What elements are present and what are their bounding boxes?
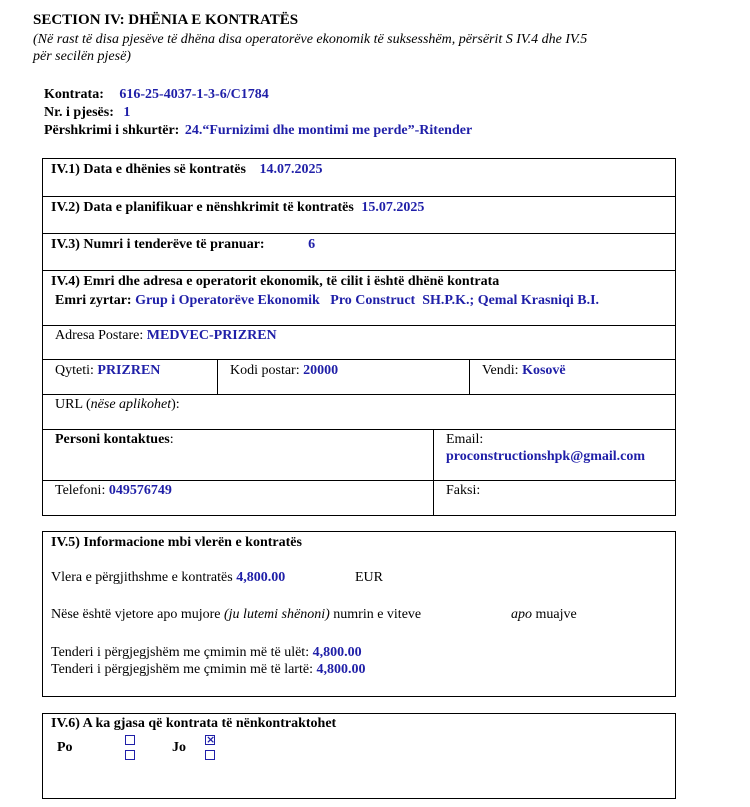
divider (42, 233, 676, 234)
divider (42, 359, 676, 360)
total-value-row (51, 570, 285, 586)
iv2-label: IV.2) Data e planifikuar e nënshkrimit të kontratës (51, 200, 354, 215)
iv1-row (51, 162, 322, 178)
iv2-value: 15.07.2025 (361, 200, 425, 215)
contract-number-label: Kontrata: (44, 87, 104, 102)
phone-value: 049576749 (108, 483, 172, 498)
city-label: Qyteti: (55, 363, 94, 378)
phone-row (55, 483, 172, 499)
country-row (482, 363, 566, 379)
duration-months: muajve (535, 607, 577, 622)
iv3-value: 6 (308, 237, 316, 252)
city-value: PRIZREN (97, 363, 161, 378)
fax-label: Faksi: (446, 483, 481, 498)
contract-desc-label: Përshkrimi i shkurtër: (44, 123, 180, 138)
divider (42, 394, 676, 395)
contact-colon: : (169, 432, 174, 447)
iv3-label: IV.3) Numri i tenderëve të pranuar: (51, 237, 265, 252)
contract-number-row (44, 87, 269, 103)
divider (42, 429, 676, 430)
yes-label: Po (57, 740, 73, 755)
highest-price-label: Tenderi i përgjegjshëm me çmimin më të lartë: (51, 662, 313, 677)
duration-post: numrin e viteve (333, 607, 422, 622)
divider (469, 359, 470, 394)
section-title: SECTION IV: DHËNIA E KONTRATËS (33, 12, 299, 28)
total-value-label: Vlera e përgjithshme e kontratës (51, 570, 233, 585)
official-name-value: Grup i Operatorëve Ekonomik Pro Construct SH.P.K.; Qemal Krasniqi B.I. (135, 293, 600, 308)
official-name-label: Emri zyrtar: (55, 293, 132, 308)
highest-price-row (51, 662, 365, 678)
no-checkbox-checked[interactable]: × (206, 733, 216, 746)
lowest-price-label: Tenderi i përgjegjshëm me çmimin më të ulët: (51, 645, 310, 660)
total-value: 4,800.00 (236, 570, 286, 585)
contract-number-value: 616-25-4037-1-3-6/C1784 (119, 87, 269, 102)
email-label: Email: (446, 432, 484, 447)
divider (42, 325, 676, 326)
iv1-label: IV.1) Data e dhënies së kontratës (51, 162, 246, 177)
postal-label: Kodi postar: (230, 363, 300, 378)
official-name-row (55, 293, 599, 309)
lowest-price-value: 4,800.00 (312, 645, 362, 660)
no-checkbox[interactable] (205, 750, 215, 760)
divider (42, 196, 676, 197)
phone-label: Telefoni: (55, 483, 106, 498)
postal-value: 20000 (303, 363, 339, 378)
divider (433, 429, 434, 516)
country-label: Vendi: (482, 363, 519, 378)
address-label: Adresa Postare: (55, 328, 144, 343)
currency-label: EUR (355, 570, 383, 585)
yes-checkbox[interactable] (125, 750, 135, 760)
contact-row (55, 432, 174, 448)
divider (42, 270, 676, 271)
iv4-label: IV.4) Emri dhe adresa e operatorit ekonomik, të cilit i është dhënë kontrata (51, 274, 500, 289)
iv5-label: IV.5) Informacione mbi vlerën e kontratës (51, 535, 302, 550)
duration-pre: Nëse është vjetore apo mujore (51, 607, 221, 622)
email-value: proconstructionshpk@gmail.com (446, 449, 646, 464)
lowest-price-row (51, 645, 362, 661)
contact-label: Personi kontaktues (55, 432, 170, 447)
duration-or: apo (511, 607, 532, 622)
yes-checkbox-top[interactable] (125, 735, 135, 745)
iv2-row (51, 200, 424, 216)
address-row (55, 328, 277, 344)
section-note-line1: (Në rast të disa pjesëve të dhëna disa operatorëve ekonomik të suksesshëm, përsërit S IV.4 dhe IV.5 (33, 32, 588, 47)
url-label-end: ): (171, 397, 180, 412)
postal-row (230, 363, 338, 379)
section-note-line2: për secilën pjesë) (33, 49, 131, 64)
duration-months-row (511, 607, 577, 623)
no-label: Jo (172, 740, 186, 755)
contract-part-value: 1 (123, 105, 131, 120)
url-label: URL ( (55, 397, 91, 412)
address-value: MEDVEC-PRIZREN (146, 328, 277, 343)
contract-part-label: Nr. i pjesës: (44, 105, 114, 120)
duration-italic: (ju lutemi shënoni) (224, 607, 330, 622)
url-row (55, 397, 180, 413)
url-label-italic: nëse aplikohet (90, 397, 172, 412)
divider (217, 359, 218, 394)
highest-price-value: 4,800.00 (316, 662, 366, 677)
divider (42, 480, 676, 481)
country-value: Kosovë (522, 363, 566, 378)
contract-part-row (44, 105, 130, 121)
iv1-value: 14.07.2025 (259, 162, 323, 177)
iv6-label: IV.6) A ka gjasa që kontrata të nënkontraktohet (51, 716, 337, 731)
iv3-row (51, 237, 315, 253)
city-row (55, 363, 160, 379)
contract-desc-row (44, 123, 472, 139)
duration-row (51, 607, 421, 623)
contract-desc-value: 24.“Furnizimi dhe montimi me perde”-Ritender (184, 123, 473, 138)
